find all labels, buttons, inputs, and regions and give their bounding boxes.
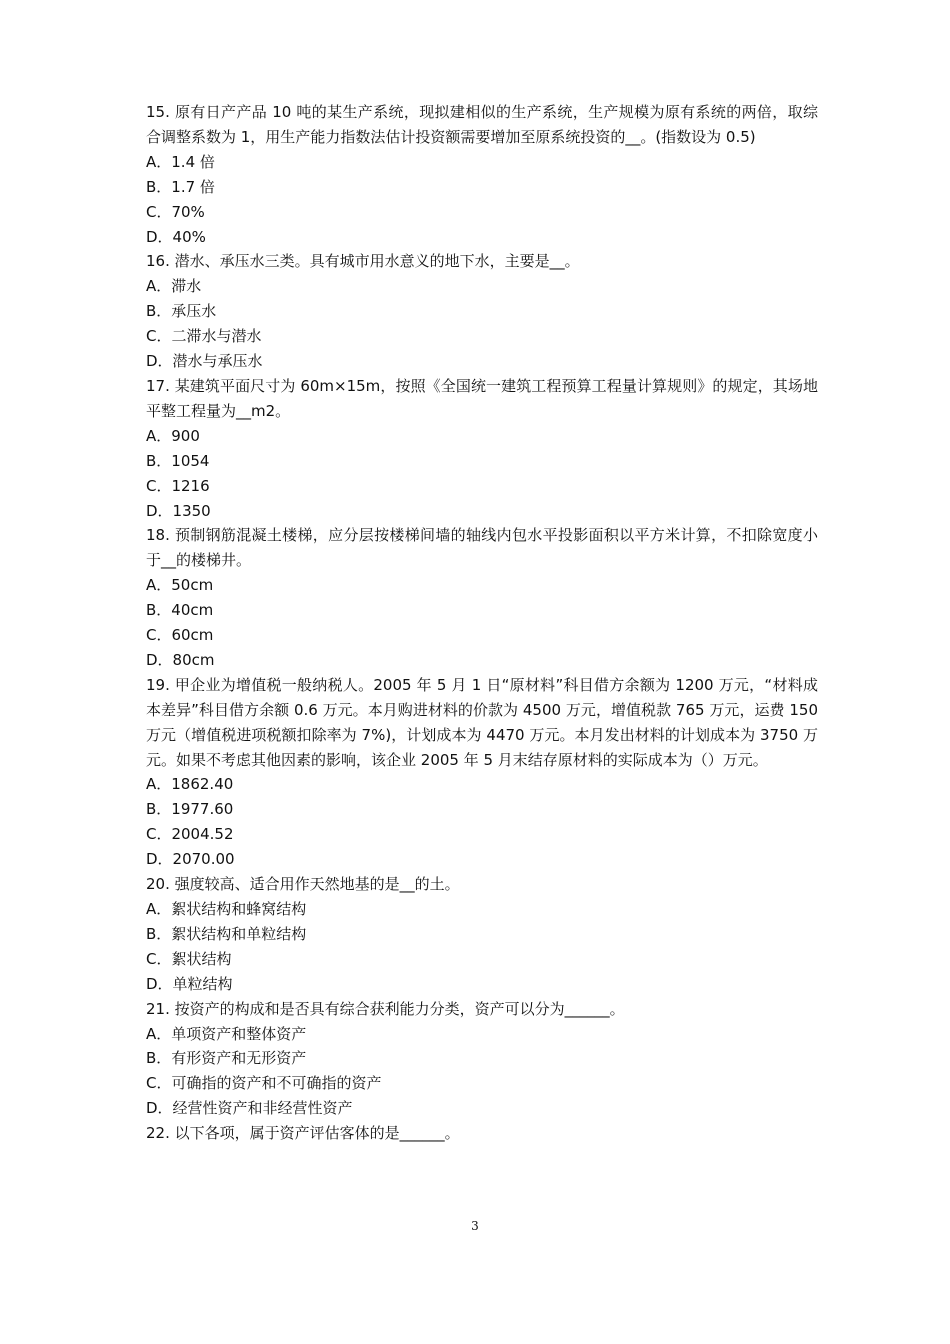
option-b: B．有形资产和无形资产 [146,1049,307,1068]
question-18 [146,523,818,672]
option-b: B．40cm [146,601,214,620]
option-c: C．二滞水与潜水 [146,327,262,346]
question-stem: 18. 预制钢筋混凝土楼梯，应分层按楼梯间墙的轴线内包水平投影面积以平方米计算，不扣除宽度小于__的楼梯井。 [146,526,818,570]
question-stem: 19. 甲企业为增值税一般纳税人。2005 年 5 月 1 日“原材料”科目借方余额为 1200 万元，“材料成本差异”科目借方余额 0.6 万元。本月购进材料的价款为 4500 万元，增值税款 765 万元，运费 150 万元（增值税进项税额扣除率为 7%)，计划成本为 4470 万元。本月发出材料的计划成本为 3750 万元。如果不考虑其他因素的影响，该企业 2005 年 5 月末结存原材料的实际成本为（）万元。 [146,675,818,769]
page-number: 3 [471,1219,479,1233]
option-a: A．絮状结构和蜂窝结构 [146,900,307,918]
option-d: D．潜水与承压水 [146,352,263,371]
question-19 [146,673,818,872]
option-a: A．滞水 [146,277,202,296]
question-stem: 21. 按资产的构成和是否具有综合获利能力分类，资产可以分为______。 [146,999,625,1018]
option-b: B．1977.60 [146,800,234,819]
question-16 [146,249,818,374]
option-c: C．可确指的资产和不可确指的资产 [146,1074,382,1093]
question-stem: 22. 以下各项，属于资产评估客体的是______。 [146,1124,460,1143]
question-stem: 15. 原有日产产品 10 吨的某生产系统，现拟建相似的生产系统，生产规模为原有系统的两倍，取综合调整系数为 1，用生产能力指数法估计投资额需要增加至原系统投资的__。(指数设为 0.5) [146,103,818,146]
option-b: B．絮状结构和单粒结构 [146,924,307,943]
question-22 [146,1121,818,1146]
option-c: C．2004.52 [146,825,234,844]
option-b: B．1.7 倍 [146,177,215,196]
option-d: D．2070.00 [146,850,235,869]
option-d: D．1350 [146,501,211,520]
question-stem: 16. 潜水、承压水三类。具有城市用水意义的地下水，主要是__。 [146,252,580,271]
option-c: C．70% [146,202,205,221]
option-c: C．60cm [146,626,214,645]
option-d: D．80cm [146,650,215,669]
question-list [146,100,818,1146]
option-d: D．经营性资产和非经营性资产 [146,1099,353,1118]
option-b: B．1054 [146,451,210,470]
question-stem: 20. 强度较高、适合用作天然地基的是__的土。 [146,875,460,894]
option-a: A．900 [146,426,200,445]
question-20 [146,872,818,997]
question-21 [146,997,818,1122]
option-a: A．单项资产和整体资产 [146,1024,307,1043]
question-17 [146,374,818,523]
option-d: D．单粒结构 [146,974,233,993]
question-15 [146,100,818,249]
option-c: C．絮状结构 [146,949,232,968]
option-a: A．1.4 倍 [146,152,215,171]
option-a: A．1862.40 [146,775,234,794]
option-a: A．50cm [146,576,214,595]
option-c: C．1216 [146,476,210,495]
question-stem: 17. 某建筑平面尺寸为 60m×15m，按照《全国统一建筑工程预算工程量计算规则》的规定，其场地平整工程量为__m2。 [146,376,818,420]
option-b: B．承压水 [146,302,217,321]
option-d: D．40% [146,227,206,246]
